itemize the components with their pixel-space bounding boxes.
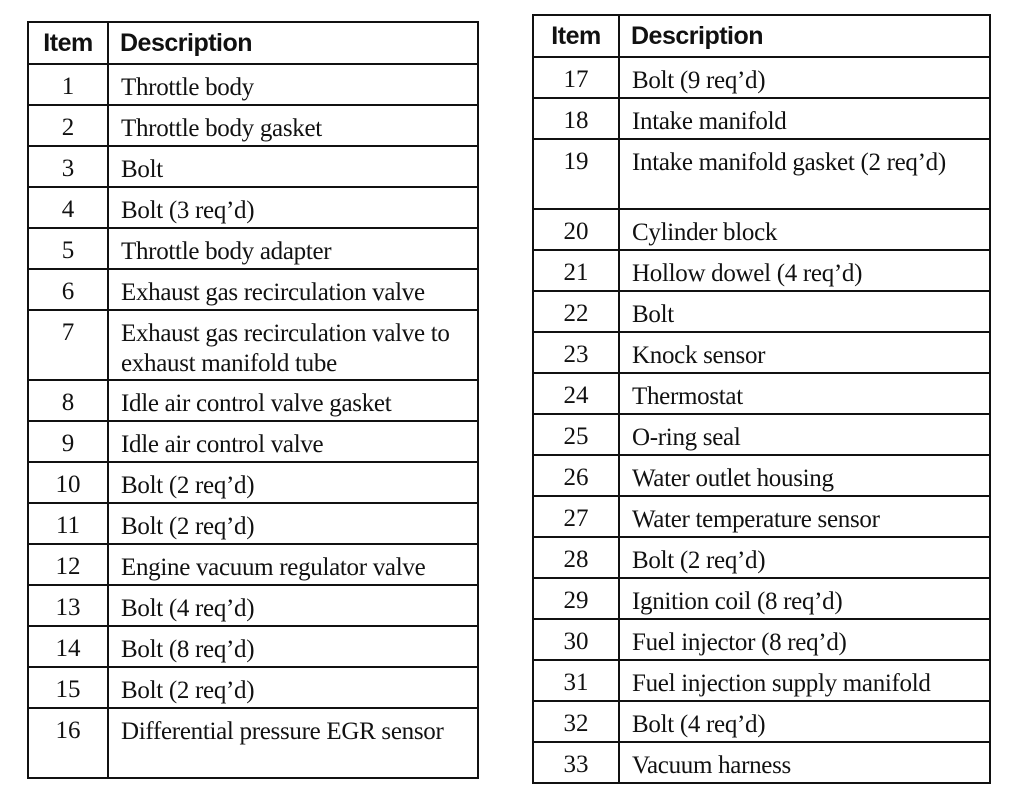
item-number: 8 — [28, 380, 108, 421]
item-number: 3 — [28, 146, 108, 187]
table-row — [28, 462, 478, 503]
item-description: Throttle body gasket — [108, 105, 478, 146]
item-number: 13 — [28, 585, 108, 626]
table-row — [533, 742, 990, 783]
item-number: 6 — [28, 269, 108, 310]
item-description: Bolt (4 req’d) — [619, 701, 990, 742]
item-description: Ignition coil (8 req’d) — [619, 578, 990, 619]
item-description: Throttle body adapter — [108, 228, 478, 269]
item-description: Idle air control valve — [108, 421, 478, 462]
table-row — [28, 64, 478, 105]
item-number: 18 — [533, 98, 619, 139]
item-number: 27 — [533, 496, 619, 537]
table-row — [28, 421, 478, 462]
item-description: Water outlet housing — [619, 455, 990, 496]
item-description: Vacuum harness — [619, 742, 990, 783]
item-description: Thermostat — [619, 373, 990, 414]
item-number: 9 — [28, 421, 108, 462]
item-number: 22 — [533, 291, 619, 332]
table-row — [533, 250, 990, 291]
table-row — [533, 291, 990, 332]
table-row — [28, 667, 478, 708]
item-description: Bolt (2 req’d) — [108, 667, 478, 708]
table-row — [533, 619, 990, 660]
item-description: Water temperature sensor — [619, 496, 990, 537]
item-description: Differential pressure EGR sensor — [108, 708, 478, 778]
item-description: Bolt (2 req’d) — [108, 503, 478, 544]
item-number: 17 — [533, 57, 619, 98]
item-description: Bolt (2 req’d) — [108, 462, 478, 503]
item-number: 31 — [533, 660, 619, 701]
item-description: Engine vacuum regulator valve — [108, 544, 478, 585]
item-number: 20 — [533, 209, 619, 250]
item-number: 7 — [28, 310, 108, 380]
table-row — [28, 380, 478, 421]
item-description: Bolt (2 req’d) — [619, 537, 990, 578]
item-description: Intake manifold gasket (2 req’d) — [619, 139, 990, 209]
item-description: Exhaust gas recirculation valve — [108, 269, 478, 310]
table-row — [28, 187, 478, 228]
column-header-item: Item — [533, 15, 619, 57]
item-description: Idle air control valve gasket — [108, 380, 478, 421]
item-number: 24 — [533, 373, 619, 414]
table-row — [533, 496, 990, 537]
column-header-item: Item — [28, 22, 108, 64]
table-row — [533, 332, 990, 373]
item-number: 12 — [28, 544, 108, 585]
item-number: 33 — [533, 742, 619, 783]
item-number: 19 — [533, 139, 619, 209]
item-number: 14 — [28, 626, 108, 667]
table-row — [28, 146, 478, 187]
table-row — [28, 626, 478, 667]
item-number: 28 — [533, 537, 619, 578]
table-row — [28, 544, 478, 585]
item-number: 15 — [28, 667, 108, 708]
item-number: 21 — [533, 250, 619, 291]
table-header-row — [533, 15, 990, 57]
item-description: O-ring seal — [619, 414, 990, 455]
parts-table-right — [532, 14, 991, 784]
table-row — [533, 414, 990, 455]
item-description: Bolt (3 req’d) — [108, 187, 478, 228]
item-number: 25 — [533, 414, 619, 455]
table-row — [28, 708, 478, 778]
item-number: 5 — [28, 228, 108, 269]
item-description: Knock sensor — [619, 332, 990, 373]
item-number: 10 — [28, 462, 108, 503]
table-row — [533, 701, 990, 742]
item-number: 1 — [28, 64, 108, 105]
column-header-description: Description — [619, 15, 990, 57]
table-row — [533, 373, 990, 414]
table-row — [28, 310, 478, 380]
item-description: Bolt — [108, 146, 478, 187]
item-description: Bolt (4 req’d) — [108, 585, 478, 626]
table-row — [533, 578, 990, 619]
item-number: 2 — [28, 105, 108, 146]
item-description: Bolt — [619, 291, 990, 332]
item-description: Fuel injection supply manifold — [619, 660, 990, 701]
table-row — [28, 585, 478, 626]
item-description: Bolt (9 req’d) — [619, 57, 990, 98]
item-description: Cylinder block — [619, 209, 990, 250]
item-number: 32 — [533, 701, 619, 742]
item-description: Bolt (8 req’d) — [108, 626, 478, 667]
table-row — [533, 209, 990, 250]
table-row — [533, 455, 990, 496]
item-number: 30 — [533, 619, 619, 660]
item-description: Exhaust gas recirculation valve to exhaust manifold tube — [108, 310, 478, 380]
item-description: Throttle body — [108, 64, 478, 105]
table-row — [533, 660, 990, 701]
table-row — [533, 537, 990, 578]
item-number: 16 — [28, 708, 108, 778]
table-row — [533, 139, 990, 209]
table-row — [533, 98, 990, 139]
table-row — [533, 57, 990, 98]
item-number: 4 — [28, 187, 108, 228]
table-header-row — [28, 22, 478, 64]
table-row — [28, 228, 478, 269]
item-number: 29 — [533, 578, 619, 619]
item-description: Fuel injector (8 req’d) — [619, 619, 990, 660]
table-row — [28, 503, 478, 544]
item-description: Intake manifold — [619, 98, 990, 139]
item-number: 23 — [533, 332, 619, 373]
table-row — [28, 105, 478, 146]
table-row — [28, 269, 478, 310]
item-number: 26 — [533, 455, 619, 496]
item-number: 11 — [28, 503, 108, 544]
column-header-description: Description — [108, 22, 478, 64]
item-description: Hollow dowel (4 req’d) — [619, 250, 990, 291]
parts-table-left — [27, 21, 479, 779]
